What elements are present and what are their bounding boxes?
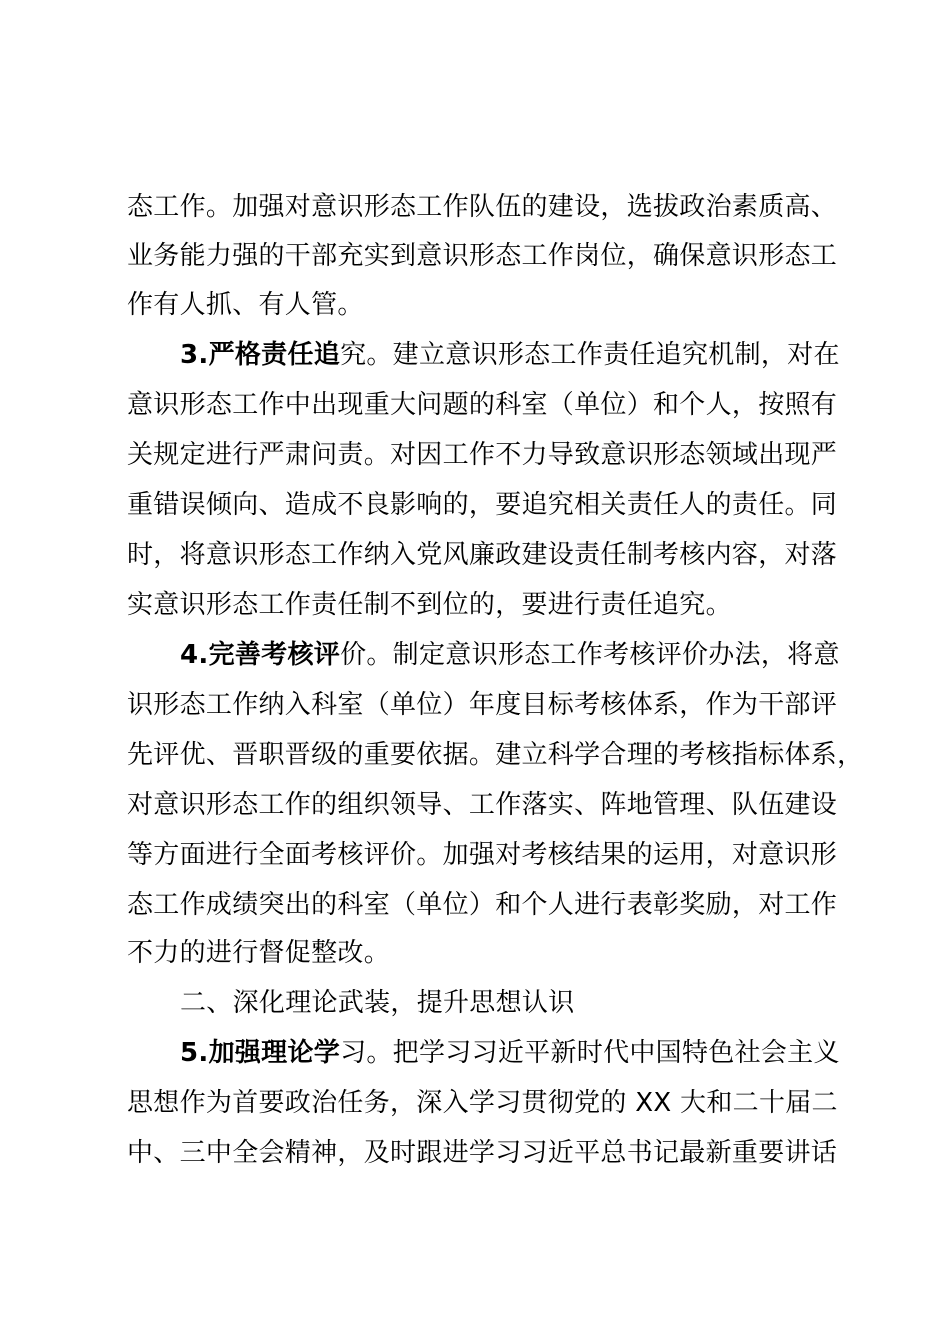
text-line: 时，将意识形态工作纳入党风廉政建设责任制考核内容，对落 — [127, 540, 838, 570]
text-line: 态工作。加强对意识形态工作队伍的建设，选拔政治素质高、 — [127, 192, 838, 222]
text-line: 业务能力强的干部充实到意识形态工作岗位，确保意识形态工 — [127, 241, 838, 271]
text-line: 意识形态工作中出现重大问题的科室（单位）和个人，按照有 — [127, 390, 838, 420]
text-line: 不力的进行督促整改。 — [127, 938, 391, 968]
text-line: 关规定进行严肃问责。对因工作不力导致意识形态领域出现严 — [127, 440, 838, 470]
text-line: 先评优、晋职晋级的重要依据。建立科学合理的考核指标体系， — [127, 740, 864, 770]
item-heading: 3.严格责任追 — [180, 340, 341, 370]
section-title: 二、深化理论武装，提升思想认识 — [180, 988, 575, 1018]
text-line: 作有人抓、有人管。 — [127, 290, 364, 320]
text-line: 等方面进行全面考核评价。加强对考核结果的运用，对意识形 — [127, 840, 838, 870]
text-span: 习。把学习习近平新时代中国特色社会主义 — [340, 1038, 840, 1068]
text-line: 重错误倾向、造成不良影响的，要追究相关责任人的责任。同 — [127, 490, 838, 520]
paragraph-first-line — [180, 635, 840, 675]
text-span: 究。建立意识形态工作责任追究机制，对在 — [340, 340, 840, 370]
item-heading: 4.完善考核评 — [180, 640, 341, 670]
paragraph-first-line — [180, 1033, 840, 1073]
text-line: 中、三中全会精神，及时跟进学习习近平总书记最新重要讲话 — [127, 1138, 838, 1168]
text-line: 思想作为首要政治任务，深入学习贯彻党的 XX 大和二十届二 — [127, 1088, 838, 1118]
text-line: 实意识形态工作责任制不到位的，要进行责任追究。 — [127, 590, 732, 620]
item-heading: 5.加强理论学 — [180, 1038, 341, 1068]
text-line: 态工作成绩突出的科室（单位）和个人进行表彰奖励，对工作 — [127, 890, 838, 920]
text-span: 价。制定意识形态工作考核评价办法，将意 — [340, 640, 840, 670]
paragraph-first-line — [180, 335, 840, 375]
text-line: 对意识形态工作的组织领导、工作落实、阵地管理、队伍建设 — [127, 790, 838, 820]
text-line: 识形态工作纳入科室（单位）年度目标考核体系，作为干部评 — [127, 690, 838, 720]
